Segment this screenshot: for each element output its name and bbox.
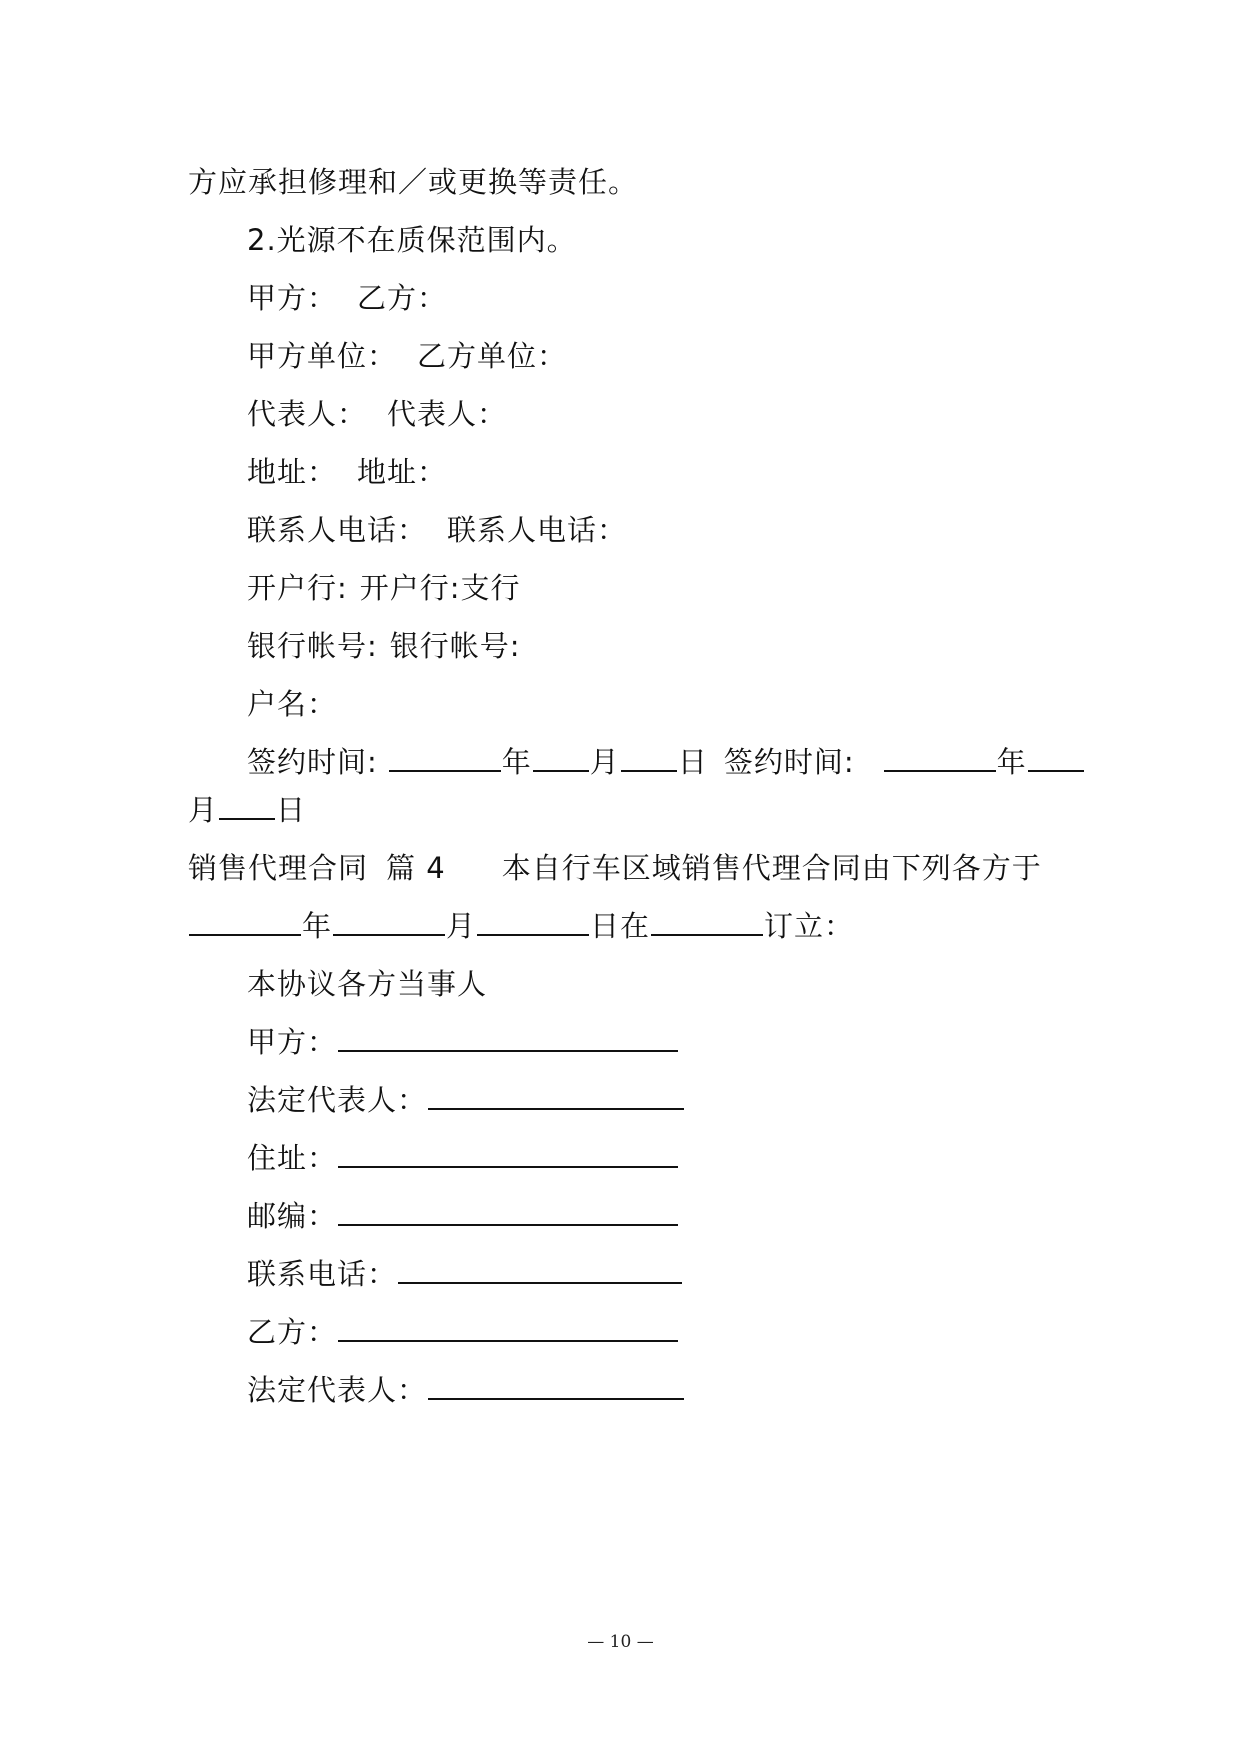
- year-blank: [189, 906, 301, 936]
- signing-date-label: 签约时间:: [247, 745, 378, 779]
- residence-label: 住址：: [247, 1141, 338, 1175]
- year-blank: [884, 742, 996, 772]
- party-a-blank: [338, 1022, 678, 1052]
- month-label: 月: [589, 745, 620, 779]
- party-a-label: 甲方：: [247, 281, 338, 315]
- text-line: [247, 220, 577, 260]
- text-line: [247, 964, 487, 1004]
- party-b-blank: [338, 1312, 678, 1342]
- signing-date-label: 签约时间:: [723, 745, 855, 779]
- representative-line: [247, 394, 507, 434]
- form-line: [247, 1370, 685, 1410]
- party-b-label: 乙方：: [357, 281, 448, 315]
- party-b-account-label: 银行帐号:: [389, 629, 521, 663]
- legal-representative-blank: [428, 1080, 684, 1110]
- form-line: [247, 1138, 679, 1178]
- party-a-unit-label: 甲方单位：: [247, 339, 398, 373]
- year-label: 年: [302, 909, 333, 943]
- account-line: [247, 626, 521, 666]
- contact-phone-blank: [398, 1254, 682, 1284]
- day-label: 日: [276, 793, 307, 827]
- address-line: [247, 452, 447, 492]
- party-b-label: 乙方：: [247, 1315, 338, 1349]
- legal-representative-label: 法定代表人：: [247, 1373, 428, 1407]
- party-a-address-label: 地址：: [247, 455, 338, 489]
- postcode-blank: [338, 1196, 678, 1226]
- party-a-representative-label: 代表人：: [247, 397, 368, 431]
- contact-phone-label: 联系电话：: [247, 1257, 398, 1291]
- party-b-bank-label: 开户行:支行: [359, 571, 521, 605]
- bank-line: [247, 568, 521, 608]
- month-label: 月: [446, 909, 477, 943]
- postcode-label: 邮编：: [247, 1199, 338, 1233]
- concluded-label: 订立：: [764, 909, 855, 943]
- unit-line: [247, 336, 567, 376]
- day-blank: [219, 790, 275, 820]
- page-number: — 10 —: [587, 1632, 654, 1652]
- account-name-label: 户名：: [247, 687, 338, 721]
- party-a-bank-label: 开户行:: [247, 571, 348, 605]
- contract-date-line: [188, 906, 854, 946]
- text-line: [188, 162, 638, 202]
- party-line: [247, 278, 447, 318]
- party-a-label: 甲方：: [247, 1025, 338, 1059]
- form-line: [247, 1312, 679, 1352]
- month-blank: [1028, 742, 1084, 772]
- section-number: 篇 4: [386, 851, 446, 885]
- month-label: 月: [188, 793, 219, 827]
- signing-date-line: [247, 742, 1085, 782]
- day-blank: [621, 742, 677, 772]
- contract-heading-line: [188, 848, 1042, 888]
- account-name-line: [247, 684, 337, 724]
- legal-representative-label: 法定代表人：: [247, 1083, 428, 1117]
- form-line: [247, 1254, 683, 1294]
- year-blank: [389, 742, 501, 772]
- year-label: 年: [996, 745, 1027, 779]
- form-line: [247, 1196, 679, 1236]
- party-a-phone-label: 联系人电话：: [247, 513, 428, 547]
- clause-text: 2.光源不在质保范围内。: [247, 223, 577, 257]
- clause-text: 方应承担修理和／或更换等责任。: [188, 165, 639, 199]
- contract-title: 销售代理合同: [188, 851, 369, 885]
- form-line: [247, 1022, 679, 1062]
- day-location-label: 日在: [590, 909, 651, 943]
- party-b-unit-label: 乙方单位：: [417, 339, 568, 373]
- year-label: 年: [501, 745, 532, 779]
- party-b-phone-label: 联系人电话：: [447, 513, 628, 547]
- day-blank: [477, 906, 589, 936]
- legal-representative-blank: [428, 1370, 684, 1400]
- month-blank: [533, 742, 589, 772]
- residence-blank: [338, 1138, 678, 1168]
- contract-intro: 本自行车区域销售代理合同由下列各方于: [501, 851, 1042, 885]
- party-b-representative-label: 代表人：: [387, 397, 508, 431]
- party-a-account-label: 银行帐号:: [247, 629, 378, 663]
- party-b-address-label: 地址：: [357, 455, 448, 489]
- contact-phone-line: [247, 510, 627, 550]
- month-blank: [333, 906, 445, 936]
- parties-heading: 本协议各方当事人: [247, 967, 488, 1001]
- signing-date-continuation: [188, 790, 306, 830]
- day-label: 日: [677, 745, 708, 779]
- form-line: [247, 1080, 685, 1120]
- location-blank: [651, 906, 763, 936]
